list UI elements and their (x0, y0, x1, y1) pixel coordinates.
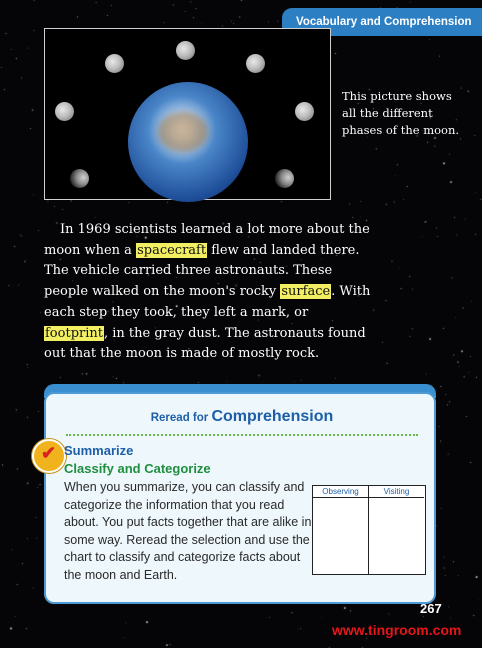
earth-image (128, 82, 248, 202)
vocab-word-footprint: footprint (45, 325, 103, 341)
skill-instructions: When you summarize, you can classify and categorize the information that you read about. You put facts together that are alike in some way. Reread the selection and use the chart to classify and categorize facts about the moon and Earth. (64, 480, 312, 582)
skill-title: Classify and Categorize (64, 461, 211, 476)
strategy-title: Summarize (64, 443, 134, 458)
story-text-4: , in the gray dust. The astronauts found out that the moon is made of mostly rock. (44, 325, 366, 362)
dotted-divider (66, 434, 418, 436)
section-tab-label: Vocabulary and Comprehension (296, 16, 472, 28)
moon-phase-gibbous-left (105, 54, 124, 73)
moon-phase-full (176, 41, 195, 60)
moon-phase-gibbous-right (246, 54, 265, 73)
reread-prefix: Reread for (150, 412, 212, 424)
vocab-word-spacecraft: spacecraft (137, 242, 207, 258)
chart-header-visiting: Visiting (369, 486, 424, 498)
moon-phase-crescent-right (275, 169, 294, 188)
page-number: 267 (420, 601, 442, 616)
check-badge-icon (32, 439, 66, 473)
watermark-link[interactable]: www.tingroom.com (332, 622, 462, 638)
reread-title: Comprehension (211, 408, 334, 425)
chart-header-observing: Observing (313, 486, 368, 498)
story-text-2: flew and landed there. The vehicle carried three astronauts. These people walked on the moon's rocky (44, 242, 360, 300)
story-text-3: . With each step they took, they left a mark, or (44, 284, 371, 320)
classify-chart (312, 485, 426, 575)
moon-phase-crescent-left (70, 169, 89, 188)
chart-column-visiting (369, 486, 424, 574)
panel-body (44, 392, 436, 604)
photo-caption: This picture shows all the different phases of the moon. (342, 89, 460, 137)
comprehension-panel (44, 384, 436, 604)
moon-phases-photo (44, 28, 331, 200)
moon-phase-quarter-right (295, 102, 314, 121)
story-paragraph (44, 220, 374, 365)
moon-phase-quarter-left (55, 102, 74, 121)
vocab-word-surface: surface (281, 284, 331, 300)
chart-column-observing (313, 486, 369, 574)
story-text-1: In 1969 scientists learned a lot more about the moon when a (44, 222, 370, 258)
reread-heading (46, 408, 438, 426)
